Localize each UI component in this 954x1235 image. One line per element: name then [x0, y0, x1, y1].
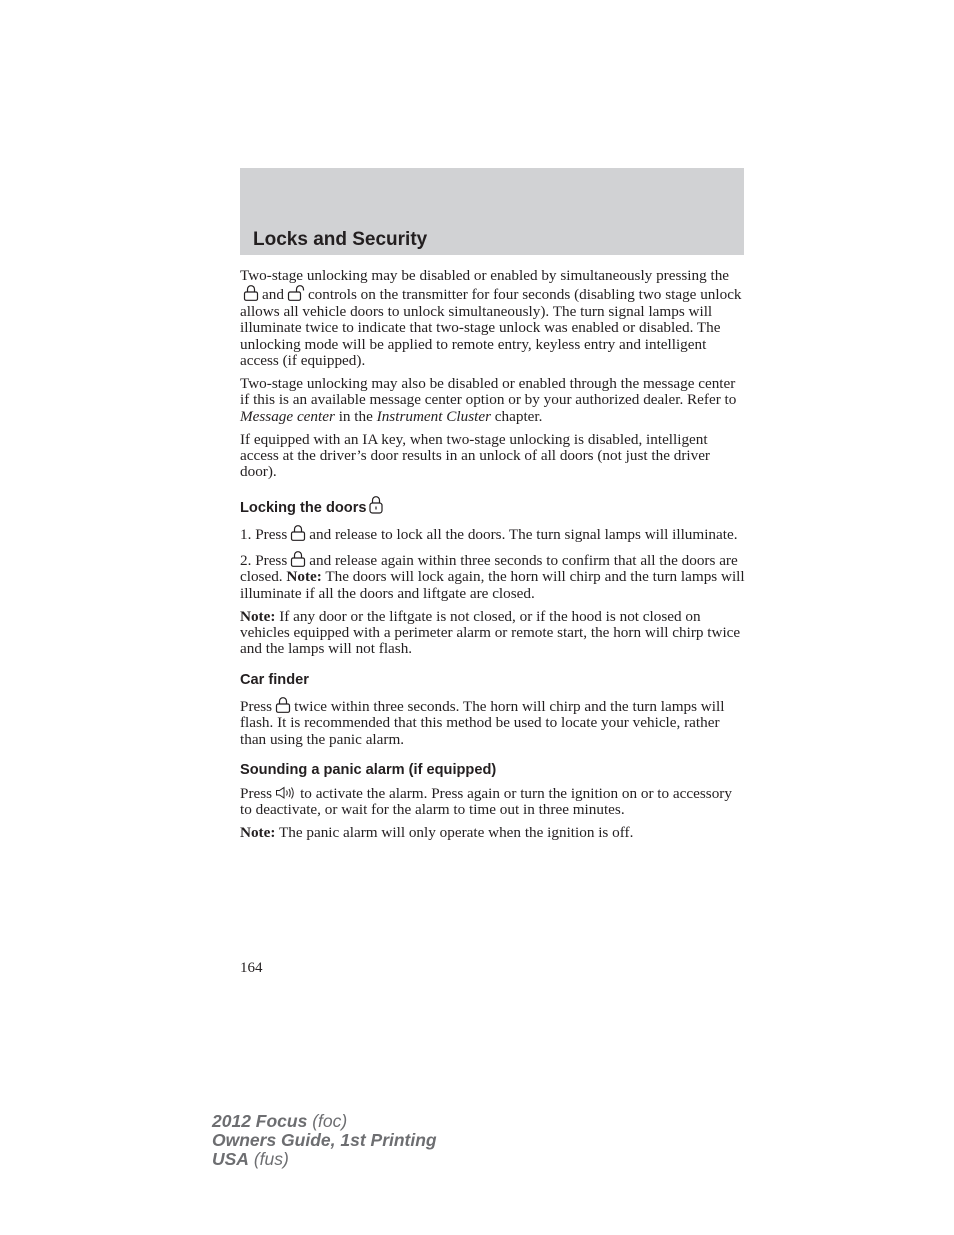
paragraph-message-center: Two-stage unlocking may also be disabled or enabled through the message center if this is an available message center option or by your authorized dealer. Refer to Message center in the Instrument Cluster chapter. — [240, 374, 737, 425]
note-label: Note: — [240, 607, 276, 625]
paragraph-two-stage-unlock: Two-stage unlocking may be disabled or enabled by simultaneously pressing the and controls on the transmitter for four seconds (disabling two stage unlock allows all vehicle doors to unlock simultaneously). The turn signal lamps will illuminate twice to indicate that two-stage unlock was enabled or disabled. The unlocking mode will be applied to remote entry, keyless entry and intelligent access (if equipped). — [240, 267, 742, 370]
footer-line-1: 2012 Focus (foc) — [212, 1111, 348, 1131]
lock-icon — [290, 550, 306, 567]
section-title: Locks and Security — [253, 229, 428, 250]
heading-car-finder: Car finder — [240, 671, 309, 688]
page-number: 164 — [240, 960, 263, 976]
footer-line-2: Owners Guide, 1st Printing — [212, 1130, 437, 1150]
note-label: Note: — [286, 568, 322, 586]
paragraph-panic-alarm: Press to activate the alarm. Press again or turn the ignition on or to accessory to deactivate, or wait for the alarm to time out in three minutes. — [240, 784, 732, 819]
paragraph-car-finder: Press twice within three seconds. The horn will chirp and the turn lamps will flash. It is recommended that this method be used to locate your vehicle, rather than using the panic alarm. — [240, 697, 725, 748]
paragraph-ia-key: If equipped with an IA key, when two-stage unlocking is disabled, intelligent access at the driver’s door results in an unlock of all doors (not just the driver door). — [240, 430, 710, 481]
footer-line-3: USA (fus) — [212, 1149, 289, 1169]
heading-locking-doors: Locking the doors — [240, 495, 746, 517]
lock-icon — [369, 495, 383, 514]
step-lock-1: 1. Press and release to lock all the doors. The turn signal lamps will illuminate. — [240, 525, 738, 543]
lock-icon — [290, 524, 306, 541]
page-content — [240, 268, 746, 848]
section-header — [240, 168, 744, 255]
lock-icon — [243, 284, 259, 301]
note-panic: Note: The panic alarm will only operate when the ignition is off. — [240, 824, 634, 842]
note-label: Note: — [240, 824, 276, 842]
lock-icon — [275, 696, 291, 713]
panic-horn-icon — [275, 786, 297, 800]
heading-panic-alarm: Sounding a panic alarm (if equipped) — [240, 761, 497, 778]
reference-message-center: Message center — [240, 407, 335, 425]
unlock-icon — [287, 284, 305, 301]
reference-instrument-cluster: Instrument Cluster — [376, 407, 491, 425]
step-lock-2: 2. Press and release again within three seconds to confirm that all the doors are closed. Note: The doors will lock again, the horn will chirp and the turn lamps will illuminate if all the doors and liftgate are closed. — [240, 551, 745, 602]
note-lock: Note: If any door or the liftgate is not closed, or if the hood is not closed on vehicles equipped with a perimeter alarm or remote start, the horn will chirp twice and the lamps will not flash. — [240, 607, 741, 658]
footer-edition-info — [212, 1112, 437, 1169]
